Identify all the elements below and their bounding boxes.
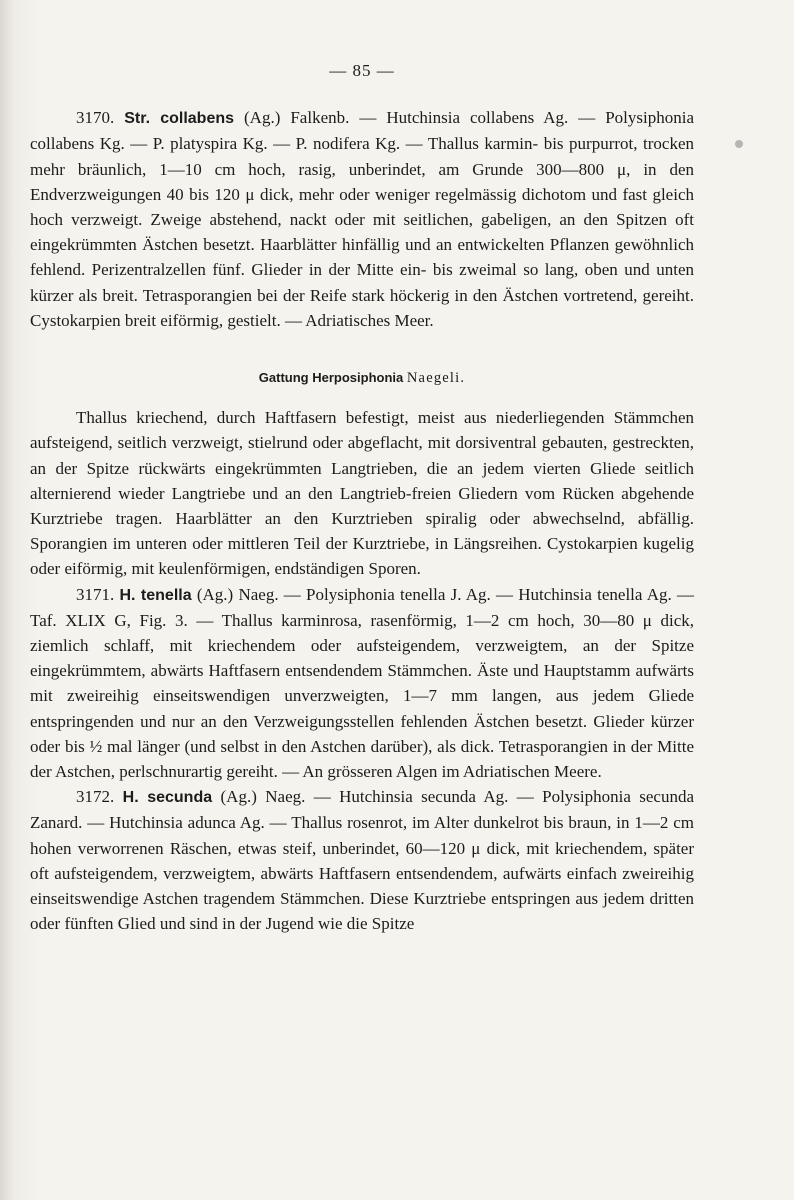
text-column [30,58,694,937]
entry-text: (Ag.) Naeg. — Polysiphonia tenella J. Ag. — Hutchinsia tenella Ag. — Taf. XLIX G, Fig. 3. — Thallus karminrosa, rasenförmig, 1—2 cm hoch, 30—80 μ dick, ziemlich schlaff, mit kriechendem oder aufsteigendem, verzweigtem, an der Spitze eingekrümmtem, abwärts Haftfasern entsendendem Stämmchen. Äste und Hauptstamm aufwärts mit zweireihig einseitswendigen unverzweigten, 1—7 mm langen, aus jedem Gliede entspringenden und nur an den Verzweigungsstellen fehlenden Ästchen besetzt. Glieder kürzer oder bis ½ mal länger (und selbst in den Astchen darüber), als dick. Tetrasporangien in der Mitte der Astchen, perlschnurartig gereiht. — An grösseren Algen im Adriatischen Meere. [30,584,695,782]
genus-description: Thallus kriechend, durch Haftfasern befestigt, meist aus niederliegenden Stämmchen aufsteigend, seitlich verzweigt, stielrund oder abgeflacht, mit dorsiventral gebauten, gestreckten, an der Spitze rückwärts eingekrümmten Langtrieben, die an jedem vierten Gliede seitlich alternierend wieder Langtriebe und an den Langtrieb-freien Gliedern vom Rücken abgehende Kurztriebe tragen. Haarblätter an den Kurztrieben spiralig oder abwechselnd, abfällig. Sporangien im unteren oder mittleren Teil der Kurztriebe, in Längsreihen. Cystokarpien kugelig oder eiförmig, mit keulenförmigen, endständigen Sporen. [30,408,694,579]
spacer [30,333,694,365]
species-name: H. secunda [122,789,213,807]
genus-author: Naegeli. [406,370,466,387]
entry-3172 [30,784,694,936]
entry-number: 3172. [76,787,115,807]
entry-3171 [30,582,694,785]
entry-text: (Ag.) Naeg. — Hutchinsia secunda Ag. — Polysiphonia secunda Zanard. — Hutchinsia adunca Ag. — Thallus rosenrot, im Alter dunkelrot bis braun, in 1—2 cm hohen verworrenen Räschen, etwas steif, unberindet, 60—120 μ dick, mit kriechendem, später oft aufsteigendem, verzweigtem, abwärts Haftfasern entsendendem, aufwärts einfach zweireihig einseitswendige Astchen tragendem Stämmchen. Diese Kurztriebe entspringen aus jedem dritten oder fünften Glied und sind in der Jugend wie die Spitze [30,787,695,934]
genus-prefix: Gattung [258,370,309,386]
ink-spot [735,140,743,148]
entry-text: (Ag.) Falkenb. — Hutchinsia collabens Ag. — Polysiphonia collabens Kg. — P. platyspira Kg. — P. nodifera Kg. — Thallus karmin- bis purpurrot, trocken mehr bräunlich, 1—10 cm hoch, rasig, unberindet, am Grunde 300—800 μ, in den Endverzweigungen 40 bis 120 μ dick, mehr oder weniger regelmässig dichotom und fast gleich hoch verzweigt. Zweige abstehend, nackt oder mit seitlichen, gabeligen, an den Spitzen oft eingekrümmten Ästchen besetzt. Haarblätter hinfällig und an entwickelten Pflanzen gewöhnlich fehlend. Perizentralzellen fünf. Glieder in der Mitte ein- bis zweimal so lang, oben und unten kürzer als breit. Tetrasporangien bei der Reife stark höckerig in den Ästchen vortretend, gereiht. Cystokarpien breit eiförmig, gestielt. — Adriatisches Meer. [30,108,695,330]
page-number: — 85 — [329,61,395,80]
species-name: H. tenella [119,586,192,604]
entry-3170 [30,105,694,333]
genus-name: Herposiphonia [312,370,404,386]
species-name: Str. collabens [124,110,235,128]
genus-heading [30,365,694,391]
entry-number: 3171. [76,584,115,604]
entry-number: 3170. [76,108,115,128]
